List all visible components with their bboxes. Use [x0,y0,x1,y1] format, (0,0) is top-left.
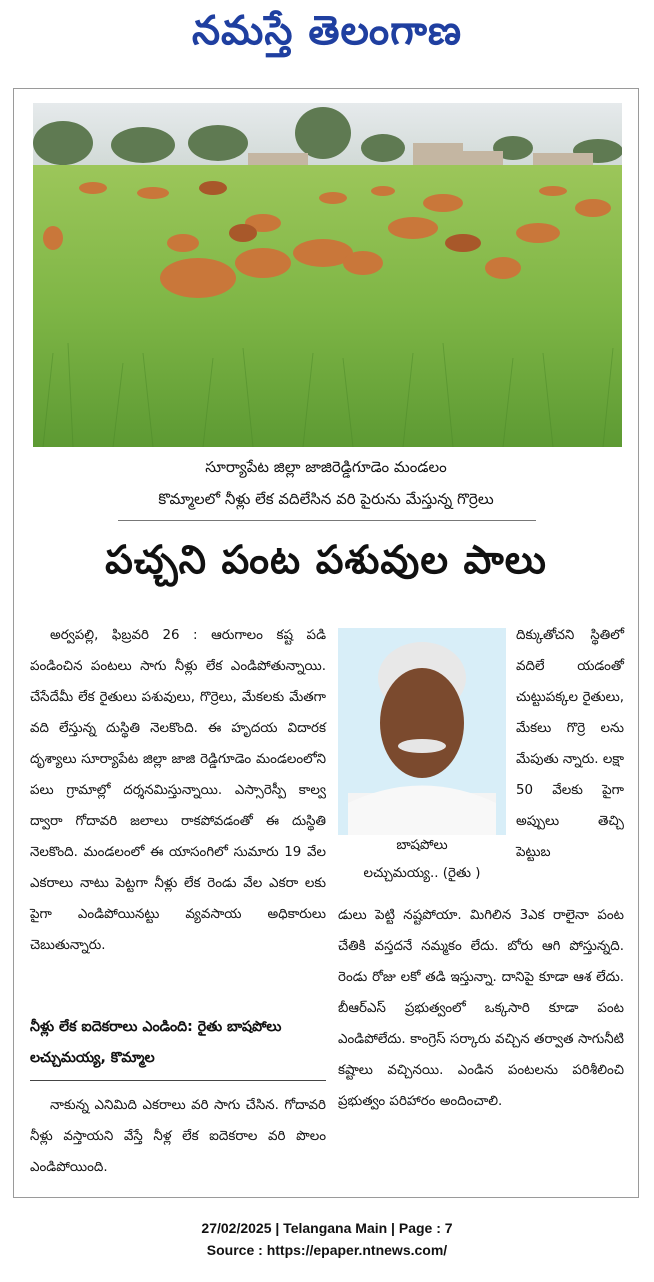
article-column-1-continued [30,1090,326,1183]
subheading-divider [30,1080,326,1081]
portrait-caption-line-1: బాషపోలు [396,838,448,853]
masthead-logo: నమస్తే తెలంగాణ [191,8,463,54]
article-subheading: నీళ్లు లేక ఐదెకరాలు ఎండింది: రైతు బాషపోలు లచ్చుమయ్య, కొమ్మాల [30,1019,282,1066]
footer-source: Source : https://epaper.ntnews.com/ [206,1242,448,1258]
article-column-3 [516,620,624,868]
portrait-caption-line-2: లచ్చుమయ్య.. (రైతు ) [363,866,481,881]
footer-date-page: 27/02/2025 | Telangana Main | Page : 7 [201,1220,453,1236]
photo-caption-line-2: కొమ్మాలలో నీళ్లు లేక వదిలేసిన వరి పైరును మేస్తున్న గొర్రెలు [158,490,494,508]
lead-paragraph: అర్వపల్లి, ఫిబ్రవరి 26 : ఆరుగాలం కష్ట పడి పండించిన పంటలు సాగు నీళ్లు లేక ఎండిపోతున్నాయి. చేసేదేమీ లేక రైతులు పశువులు, గొర్రెలు, మేకలకు మేతగా వది లేస్తున్న దుస్థితి నెలకొంది. ఈ హృదయ విదారక దృశ్యాలు సూర్యాపేట జిల్లా జాజి రెడ్డిగూడెం మండలంలోని పలు గ్రామాల్లో దర్శనమిస్తున్నాయి. ఎస్సారెస్పీ కాల్వ ద్వారా గోదావరి జలాలు రాకపోవడంతో ఈ దుస్థితి నెలకొంది. మండలంలో ఈ యాసంగిలో సుమారు 19 వేల ఎకరాలు నాటు పెట్టగా నీళ్లు లేక రెండు వేల ఎకరా లకు పైగా ఎండిపోయినట్టు వ్యవసాయ అధికారులు చెబుతున్నారు. [30,628,326,953]
lower-right-paragraph: డులు పెట్టి నష్టపోయా. మిగిలిన 3ఎక రాలైనా పంట చేతికి వస్తదనే నమ్మకం లేదు. బోరు ఆగి పోస్తున్నది. రెండు రోజు లకో తడి ఇస్తున్నా. దానిపై కూడా ఆశ లేదు. బీఆర్‌ఎస్ ప్రభుత్వంలో ఒక్కసారి కూడా పంట ఎండిపోలేదు. కాంగ్రెస్ సర్కారు వచ్చిన తర్వాత సాగునీటి కష్టాలు వచ్చినయి. ఎండిన పంటలను పరిశీలించి ప్రభుత్వం పరిహారం అందించాలి. [338,908,624,1109]
article-lower-right-text [338,900,624,1117]
goats-grazing-photo [33,103,622,447]
photo-caption-line-1: సూర్యాపేట జిల్లా జాజిరెడ్డిగూడెం మండలం [205,458,447,476]
article-headline: పచ్చని పంట పశువుల పాలు [105,538,547,583]
farmer-quote-paragraph: నాకున్న ఎనిమిది ఎకరాలు వరి సాగు చేసిన. గోదావరి నీళ్లు వస్తాయని వేస్తే నీళ్ల లేక ఐదెకరాల వరి పొలం ఎండిపోయింది. [30,1098,326,1175]
article-column-1 [30,620,326,961]
farmer-portrait [338,628,506,835]
column-3-text: దిక్కుతోచని స్థితిలో వదిలే యడంతో చుట్టుపక్కల రైతులు, మేకలు గొర్రె లను మేపుతు న్నారు. లక్షా 50 వేలకు పైగా అప్పులు తెచ్చి పెట్టుబ [516,628,624,860]
caption-divider [118,520,536,521]
